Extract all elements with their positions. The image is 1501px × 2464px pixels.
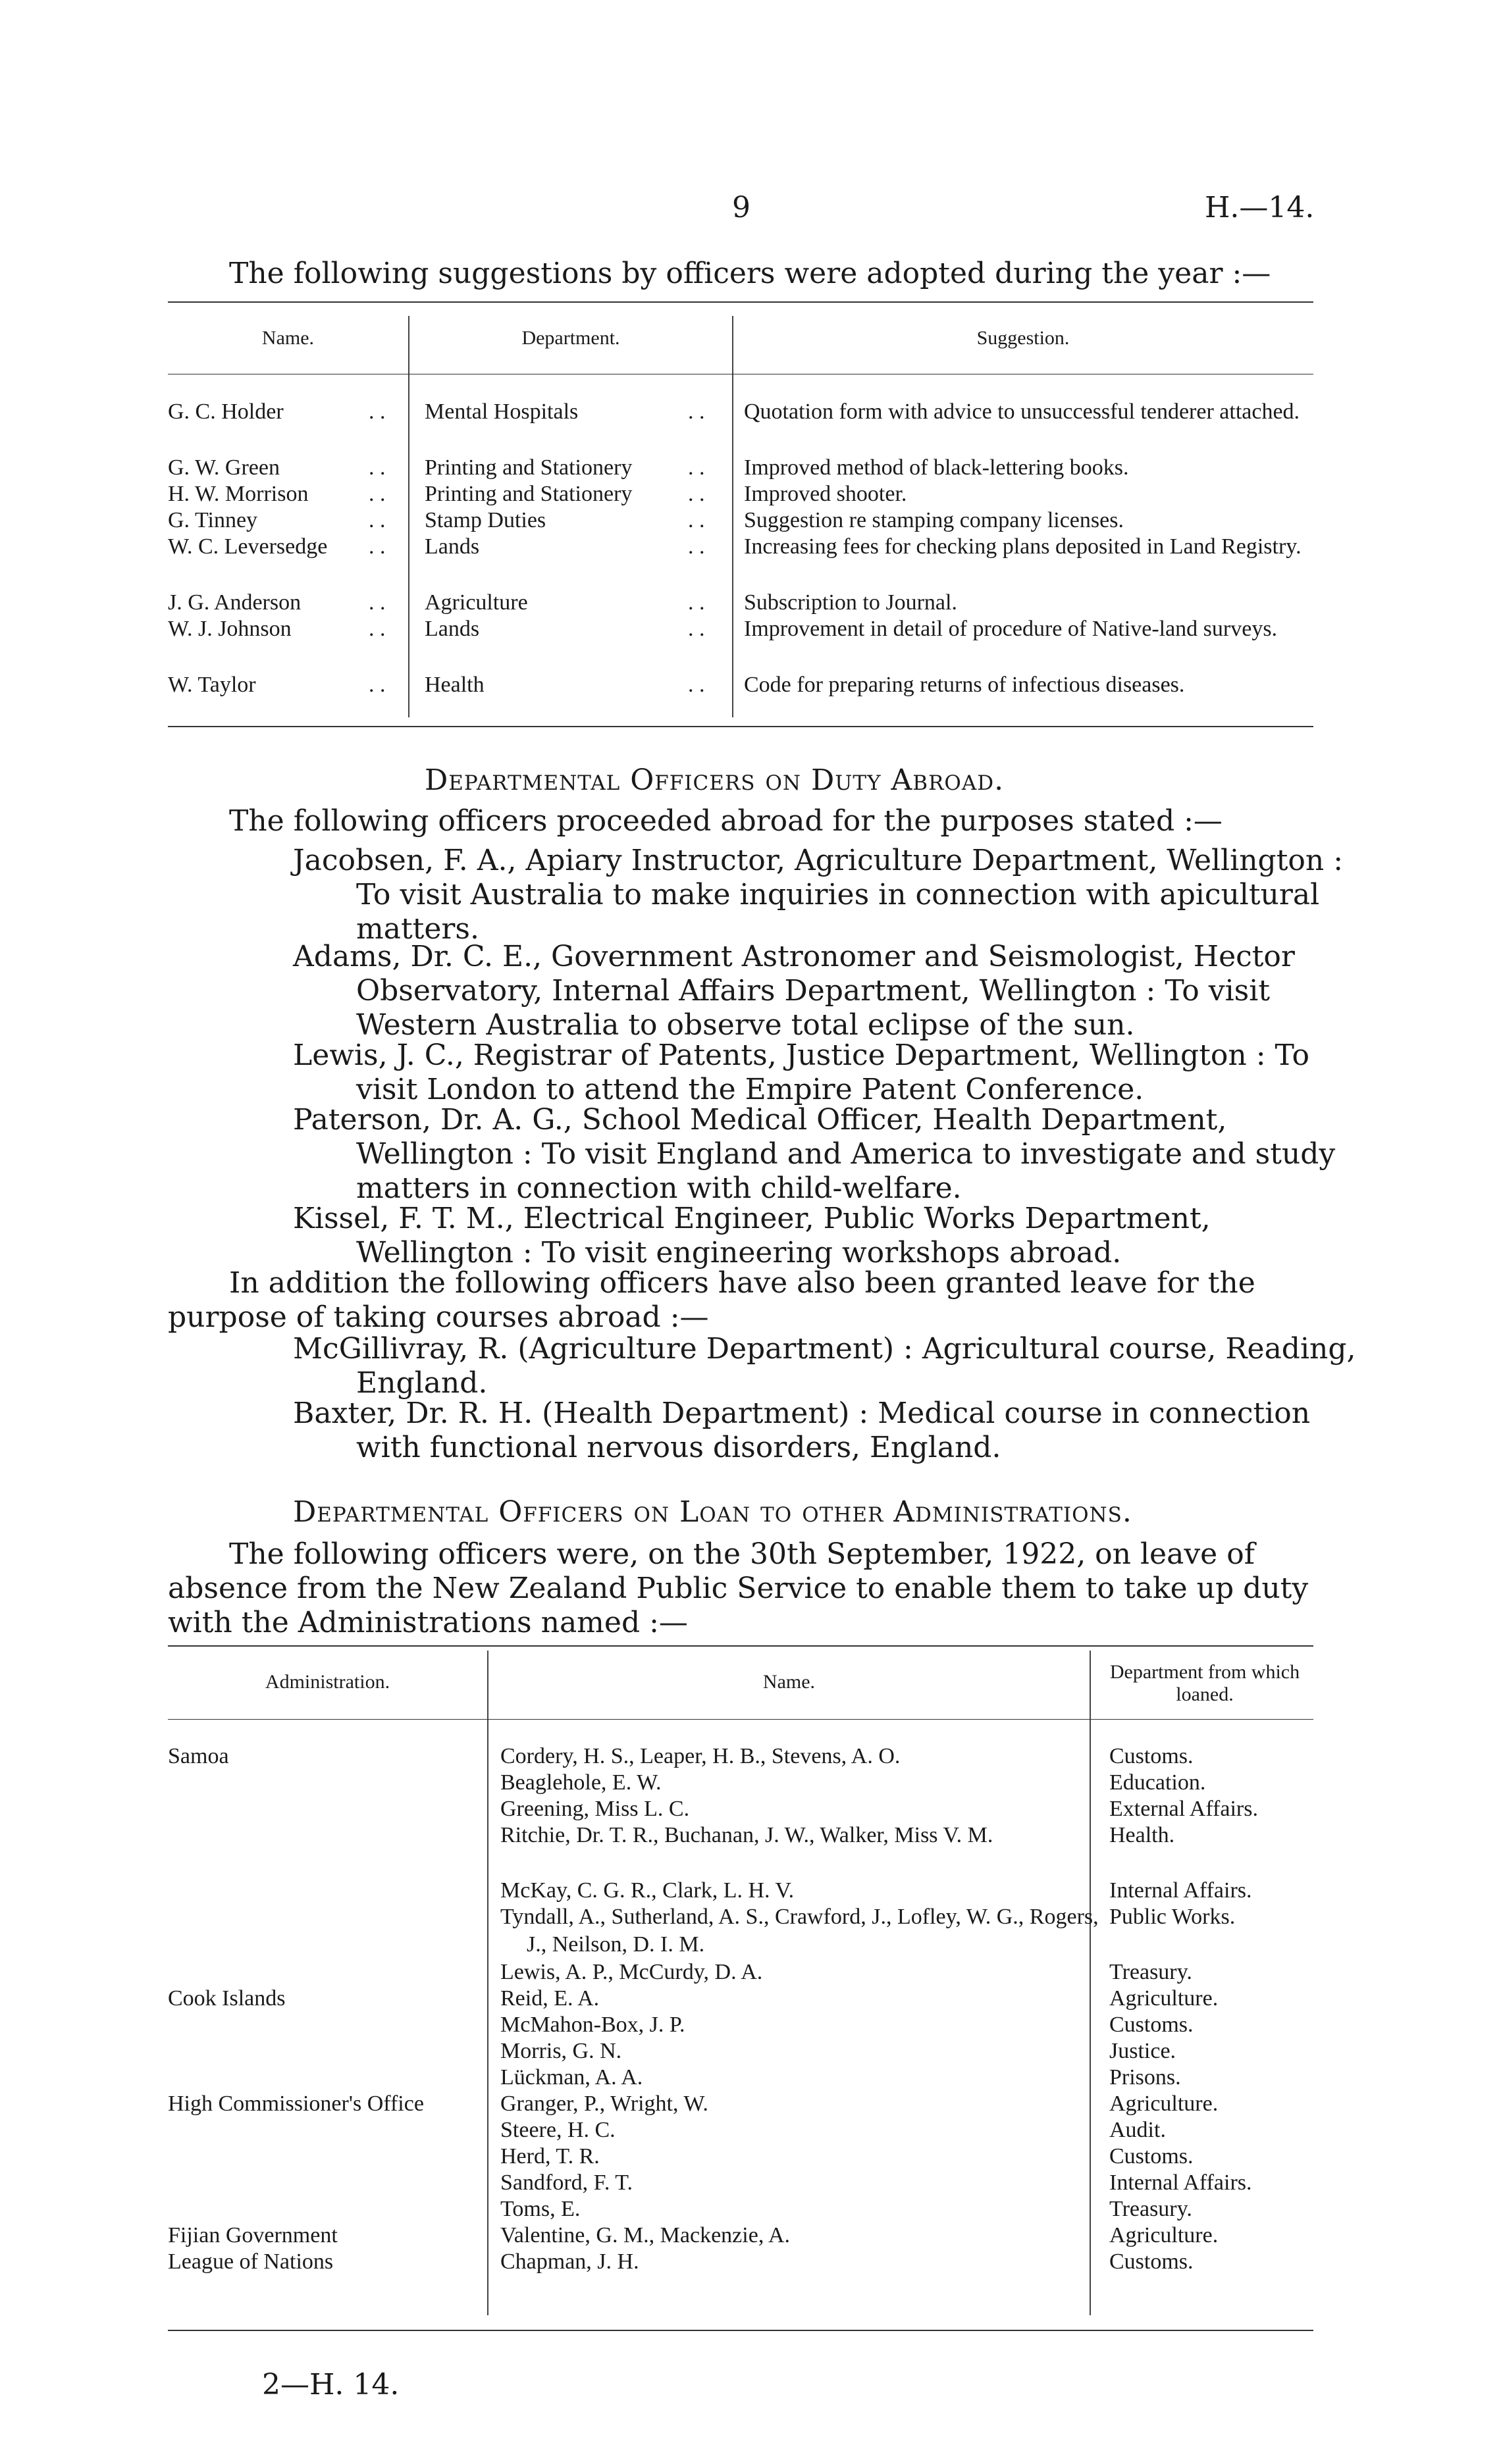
abroad-heading: Departmental Officers on Duty Abroad. (425, 763, 1005, 797)
table-row-department: Lands (425, 534, 480, 559)
loan-row-name: Morris, G. N. (500, 2039, 622, 2063)
abroad-entry-adams: Adams, Dr. C. E., Government Astronomer and Seismologist, Hector Observatory, Internal Affairs Department, Wellington : To visit Western Australia to observe total eclipse of the sun. (293, 940, 1295, 1042)
leader-dots: . . (688, 508, 705, 532)
table-row-suggestion: Increasing fees for checking plans deposited in Land Registry. (744, 534, 1302, 559)
loan-row-name: Steere, H. C. (500, 2118, 616, 2142)
abroad-entry-lewis: Lewis, J. C., Registrar of Patents, Justice Department, Wellington : To visit London to attend the Empire Patent Conference. (293, 1039, 1309, 1106)
table-row-department: Mental Hospitals (425, 399, 579, 424)
loan-table-rule-top (168, 1645, 1313, 1647)
leader-dots: . . (688, 482, 705, 506)
loan-row-name: Greening, Miss L. C. (500, 1797, 690, 1821)
leader-dots: . . (369, 508, 386, 532)
loan-row-name: Valentine, G. M., Mackenzie, A. (500, 2223, 790, 2247)
loan-row-name: Tyndall, A., Sutherland, A. S., Crawford, J., Lofley, W. G., Rogers, J., Neilson, D. I. M. (500, 1905, 1099, 1957)
loan-row-name: Sandford, F. T. (500, 2170, 633, 2195)
column-divider (408, 316, 409, 717)
abroad-entry-paterson: Paterson, Dr. A. G., School Medical Officer, Health Department, Wellington : To visit England and America to investigate and study matters in connection with child-welfare. (293, 1103, 1336, 1205)
loan-heading: Departmental Officers on Loan to other Administrations. (293, 1495, 1132, 1529)
loan-row-department: Agriculture. (1109, 2092, 1219, 2116)
loan-row-name: McMahon-Box, J. P. (500, 2013, 685, 2037)
loan-row-department: Customs. (1109, 2144, 1194, 2169)
leader-dots: . . (688, 590, 705, 615)
column-header-name: Name. (261, 327, 315, 349)
loan-row-department: Internal Affairs. (1109, 2170, 1252, 2195)
table-row-department: Stamp Duties (425, 508, 546, 532)
loan-row-department: Customs. (1109, 2249, 1194, 2274)
suggestions-intro: The following suggestions by officers were adopted during the year :— (229, 257, 1271, 290)
table-rule-top (168, 301, 1313, 303)
page-number: 9 (732, 191, 750, 224)
course-entry-baxter: Baxter, Dr. R. H. (Health Department) : Medical course in connection with functional nervous disorders, England. (293, 1397, 1311, 1464)
table-row-department: Printing and Stationery (425, 455, 633, 480)
table-row-department: Printing and Stationery (425, 482, 633, 506)
table-row-name: G. W. Green (168, 455, 280, 480)
loan-row-name: Chapman, J. H. (500, 2249, 639, 2274)
loan-row-department: Education. (1109, 1770, 1206, 1795)
column-header-department: Department. (521, 327, 620, 349)
leader-dots: . . (369, 673, 386, 697)
table-row-name: G. Tinney (168, 508, 258, 532)
loan-row-administration: Fijian Government (168, 2223, 338, 2247)
abroad-entry-kissel: Kissel, F. T. M., Electrical Engineer, Public Works Department, Wellington : To visit engineering workshops abroad. (293, 1202, 1211, 1270)
column-divider (487, 1651, 488, 2315)
table-rule-bottom (168, 726, 1313, 727)
loan-row-administration: Samoa (168, 1744, 229, 1768)
loan-row-department: Agriculture. (1109, 1986, 1219, 2011)
table-row-department: Health (425, 673, 485, 697)
loan-row-name: Granger, P., Wright, W. (500, 2092, 708, 2116)
table-row-department: Lands (425, 617, 480, 641)
abroad-intro: The following officers proceeded abroad for the purposes stated :— (229, 804, 1223, 838)
column-header-dept-loaned: Department from which loaned. (1109, 1661, 1300, 1705)
signature-mark: 2—H. 14. (262, 2368, 400, 2401)
loan-row-name: Beaglehole, E. W. (500, 1770, 662, 1795)
loan-table-rule-header (168, 1719, 1313, 1720)
loan-row-department: Treasury. (1109, 2197, 1192, 2221)
table-row-suggestion: Improved shooter. (744, 482, 907, 506)
leader-dots: . . (369, 455, 386, 480)
leader-dots: . . (369, 399, 386, 424)
leader-dots: . . (688, 534, 705, 559)
table-row-name: W. Taylor (168, 673, 256, 697)
loan-table-rule-bottom (168, 2330, 1313, 2331)
loan-row-department: Internal Affairs. (1109, 1878, 1252, 1903)
document-reference: H.—14. (1205, 191, 1315, 224)
loan-row-name: Cordery, H. S., Leaper, H. B., Stevens, A. O. (500, 1744, 901, 1768)
loan-row-administration: Cook Islands (168, 1986, 286, 2011)
loan-row-department: Customs. (1109, 1744, 1194, 1768)
column-header-administration: Administration. (265, 1671, 390, 1693)
loan-row-name: Ritchie, Dr. T. R., Buchanan, J. W., Walker, Miss V. M. (500, 1823, 993, 1847)
loan-row-name: Lewis, A. P., McCurdy, D. A. (500, 1960, 763, 1984)
column-header-suggestion: Suggestion. (976, 327, 1070, 349)
table-row-name: G. C. Holder (168, 399, 284, 424)
table-row-name: H. W. Morrison (168, 482, 309, 506)
leader-dots: . . (688, 617, 705, 641)
loan-row-name: Herd, T. R. (500, 2144, 600, 2169)
table-row-name: J. G. Anderson (168, 590, 302, 615)
leader-dots: . . (369, 482, 386, 506)
leader-dots: . . (688, 455, 705, 480)
table-row-suggestion: Code for preparing returns of infectious diseases. (744, 673, 1185, 697)
loan-row-department: Justice. (1109, 2039, 1176, 2063)
table-row-department: Agriculture (425, 590, 528, 615)
abroad-entry-jacobsen: Jacobsen, F. A., Apiary Instructor, Agriculture Department, Wellington : To visit Australia to make inquiries in connection with apicultural matters. (293, 844, 1344, 946)
table-row-suggestion: Improved method of black-lettering books. (744, 455, 1129, 480)
loan-row-department: Health. (1109, 1823, 1175, 1847)
table-row-suggestion: Quotation form with advice to unsuccessful tenderer attached. (744, 399, 1300, 424)
course-entry-mcgillivray: McGillivray, R. (Agriculture Department) : Agricultural course, Reading, England. (293, 1332, 1356, 1400)
loan-row-department: Audit. (1109, 2118, 1166, 2142)
loan-row-department: Public Works. (1109, 1905, 1236, 1929)
leader-dots: . . (369, 617, 386, 641)
loan-row-name: McKay, C. G. R., Clark, L. H. V. (500, 1878, 795, 1903)
column-divider (732, 316, 733, 717)
abroad-addition: In addition the following officers have also been granted leave for the purpose of taking courses abroad :— (168, 1266, 1255, 1334)
table-row-suggestion: Subscription to Journal. (744, 590, 957, 615)
loan-row-department: Agriculture. (1109, 2223, 1219, 2247)
column-header-loan-name: Name. (762, 1671, 816, 1693)
loan-row-name: Toms, E. (500, 2197, 581, 2221)
loan-intro: The following officers were, on the 30th September, 1922, on leave of absence from the New Zealand Public Service to enable them to take up duty with the Administrations named :— (168, 1537, 1309, 1639)
loan-row-administration: High Commissioner's Office (168, 2092, 424, 2116)
table-row-name: W. C. Leversedge (168, 534, 328, 559)
table-row-name: W. J. Johnson (168, 617, 292, 641)
table-row-suggestion: Suggestion re stamping company licenses. (744, 508, 1124, 532)
loan-row-administration: League of Nations (168, 2249, 334, 2274)
leader-dots: . . (369, 590, 386, 615)
leader-dots: . . (369, 534, 386, 559)
loan-row-department: Customs. (1109, 2013, 1194, 2037)
loan-row-department: Treasury. (1109, 1960, 1192, 1984)
loan-row-name: Lückman, A. A. (500, 2065, 643, 2090)
loan-row-department: External Affairs. (1109, 1797, 1258, 1821)
loan-row-name: Reid, E. A. (500, 1986, 600, 2011)
leader-dots: . . (688, 673, 705, 697)
table-row-suggestion: Improvement in detail of procedure of Native-land surveys. (744, 617, 1278, 641)
loan-row-department: Prisons. (1109, 2065, 1181, 2090)
leader-dots: . . (688, 399, 705, 424)
